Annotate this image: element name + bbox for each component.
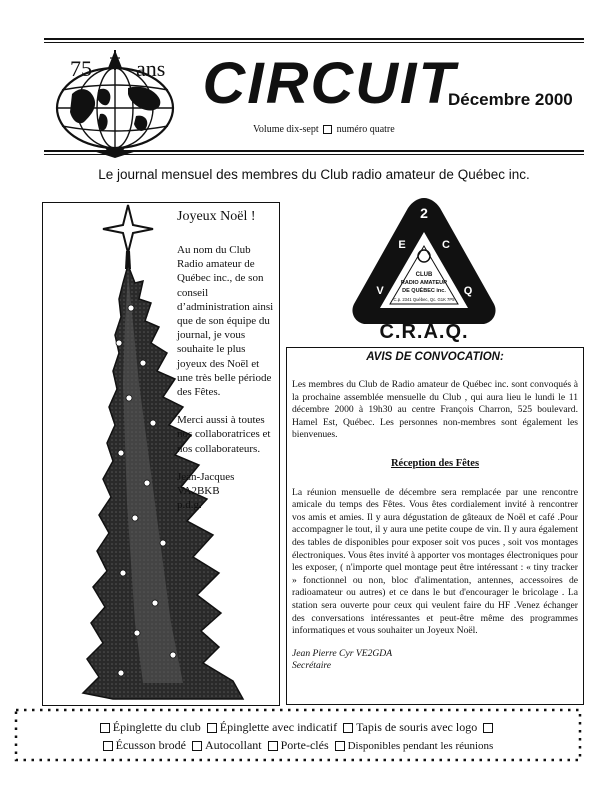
checkbox-icon	[335, 741, 345, 751]
tagline: Le journal mensuel des membres du Club radio amateur de Québec inc.	[98, 167, 530, 182]
checkbox-icon	[192, 741, 202, 751]
greeting-signer-name: Jean-Jacques	[177, 470, 235, 483]
merchandise-line-2	[14, 736, 582, 755]
merch-item: Écusson brodé	[115, 738, 186, 752]
greeting-thanks: Merci aussi à toutes nos collaboratrices et nos collaborateurs.	[177, 414, 271, 455]
logo-text-club: CLUB	[415, 272, 433, 278]
notice-title: AVIS DE CONVOCATION:	[366, 351, 504, 363]
anniversary-word: ans	[136, 56, 166, 81]
logo-letter-e: E	[398, 239, 406, 251]
checkbox-icon	[100, 723, 110, 733]
issue-number: numéro quatre	[336, 124, 395, 135]
craq-club-logo	[350, 196, 498, 342]
merch-item: Tapis de souris avec logo	[356, 720, 478, 734]
logo-letter-c: C	[442, 239, 450, 251]
merchandise-line-1	[14, 718, 582, 736]
greeting-signer-call: VA2BKB	[177, 485, 220, 498]
meeting-notice-box	[286, 347, 584, 705]
reception-section-title: Réception des Fêtes	[390, 457, 480, 469]
reception-section-body: La réunion mensuelle de décembre sera remplacée par une rencontre amicale du temps des Fêtes. Vous êtes cordialement invité à rencontrer vos amis et amies. Il y aura dégustation de gâteaux de Noël et café .Pour accompagner le tout, il y aura une petite coupe de vin. Il y aura également des tables de disponibles pour exposer soit vos puces , soit vos montages électroniques. Vous êtes invité à apporter vos montages électroniques pour les exposer, ( n'importe quel montage peut être intéressant : « tiny tracker » fonctionnel ou non, bloc d'alimentation, antennes, accessoires de radioamateur ou autres) et ce dans le but d'encourager le bricolage . La station sera ouverte pour ceux qui veulent faire du HF .Venez échanger des conversations intéressantes et peut-être même des programmes informatiques et vous souhaiter un Joyeux Noël.	[292, 486, 578, 637]
greeting-signer-title: p.d.g.	[177, 499, 202, 512]
checkbox-icon	[103, 741, 113, 751]
merch-item: Autocollant	[204, 738, 262, 752]
anniversary-number: 75	[70, 56, 92, 81]
separator-box-icon	[323, 125, 332, 134]
volume-number: Volume dix-sept	[253, 124, 319, 135]
logo-text-quebec: DE QUÉBEC inc.	[402, 288, 446, 294]
merch-item: Porte-clés	[280, 738, 329, 752]
greeting-title: Joyeux Noël !	[177, 209, 256, 224]
notice-signature-name: Jean Pierre Cyr VE2GDA	[292, 647, 393, 659]
notice-body	[292, 379, 578, 673]
checkbox-icon	[483, 723, 493, 733]
logo-acronym: C.R.A.Q.	[379, 321, 469, 342]
issue-date: Décembre 2000	[448, 90, 573, 109]
greeting-paragraph: Au nom du Club Radio amateur de Québec inc., de son conseil d’administration ainsi que de son équipe du journal, je vous souhaite le plus joyeux des Noël et une très belle période des Fêtes.	[177, 244, 274, 399]
volume-line	[253, 124, 395, 136]
merchandise-list	[14, 718, 582, 755]
logo-text-radio: RADIO AMATEUR	[400, 280, 448, 286]
logo-address: C.p. 2341 Québec, Qc. G1K 7P5	[393, 297, 455, 302]
merch-availability: Disponibles pendant les réunions	[347, 740, 494, 752]
checkbox-icon	[268, 741, 278, 751]
notice-intro: Les membres du Club de Radio amateur de Québec inc. sont convoqués à la prochaine assemblée mensuelle du Club , qui aura lieu le lundi le 11 décembre 2000 à 19h30 au centre François Charron, 525 boulevard. Hamel Est, Québec. Les personnes non-membres sont également les bienvenues.	[292, 379, 578, 441]
checkbox-icon	[343, 723, 353, 733]
merch-item: Épinglette avec indicatif	[219, 720, 338, 734]
merch-item: Épinglette du club	[112, 720, 201, 734]
logo-number: 2	[420, 205, 428, 221]
newsletter-title: CIRCUIT	[202, 51, 457, 116]
notice-signature-title: Secrétaire	[292, 660, 332, 672]
masthead-top-rule	[44, 38, 584, 40]
masthead-top-rule-thin	[44, 42, 584, 43]
logo-letter-v: V	[376, 285, 384, 297]
logo-letter-q: Q	[463, 285, 473, 297]
checkbox-icon	[207, 723, 217, 733]
greeting-message	[177, 243, 277, 512]
